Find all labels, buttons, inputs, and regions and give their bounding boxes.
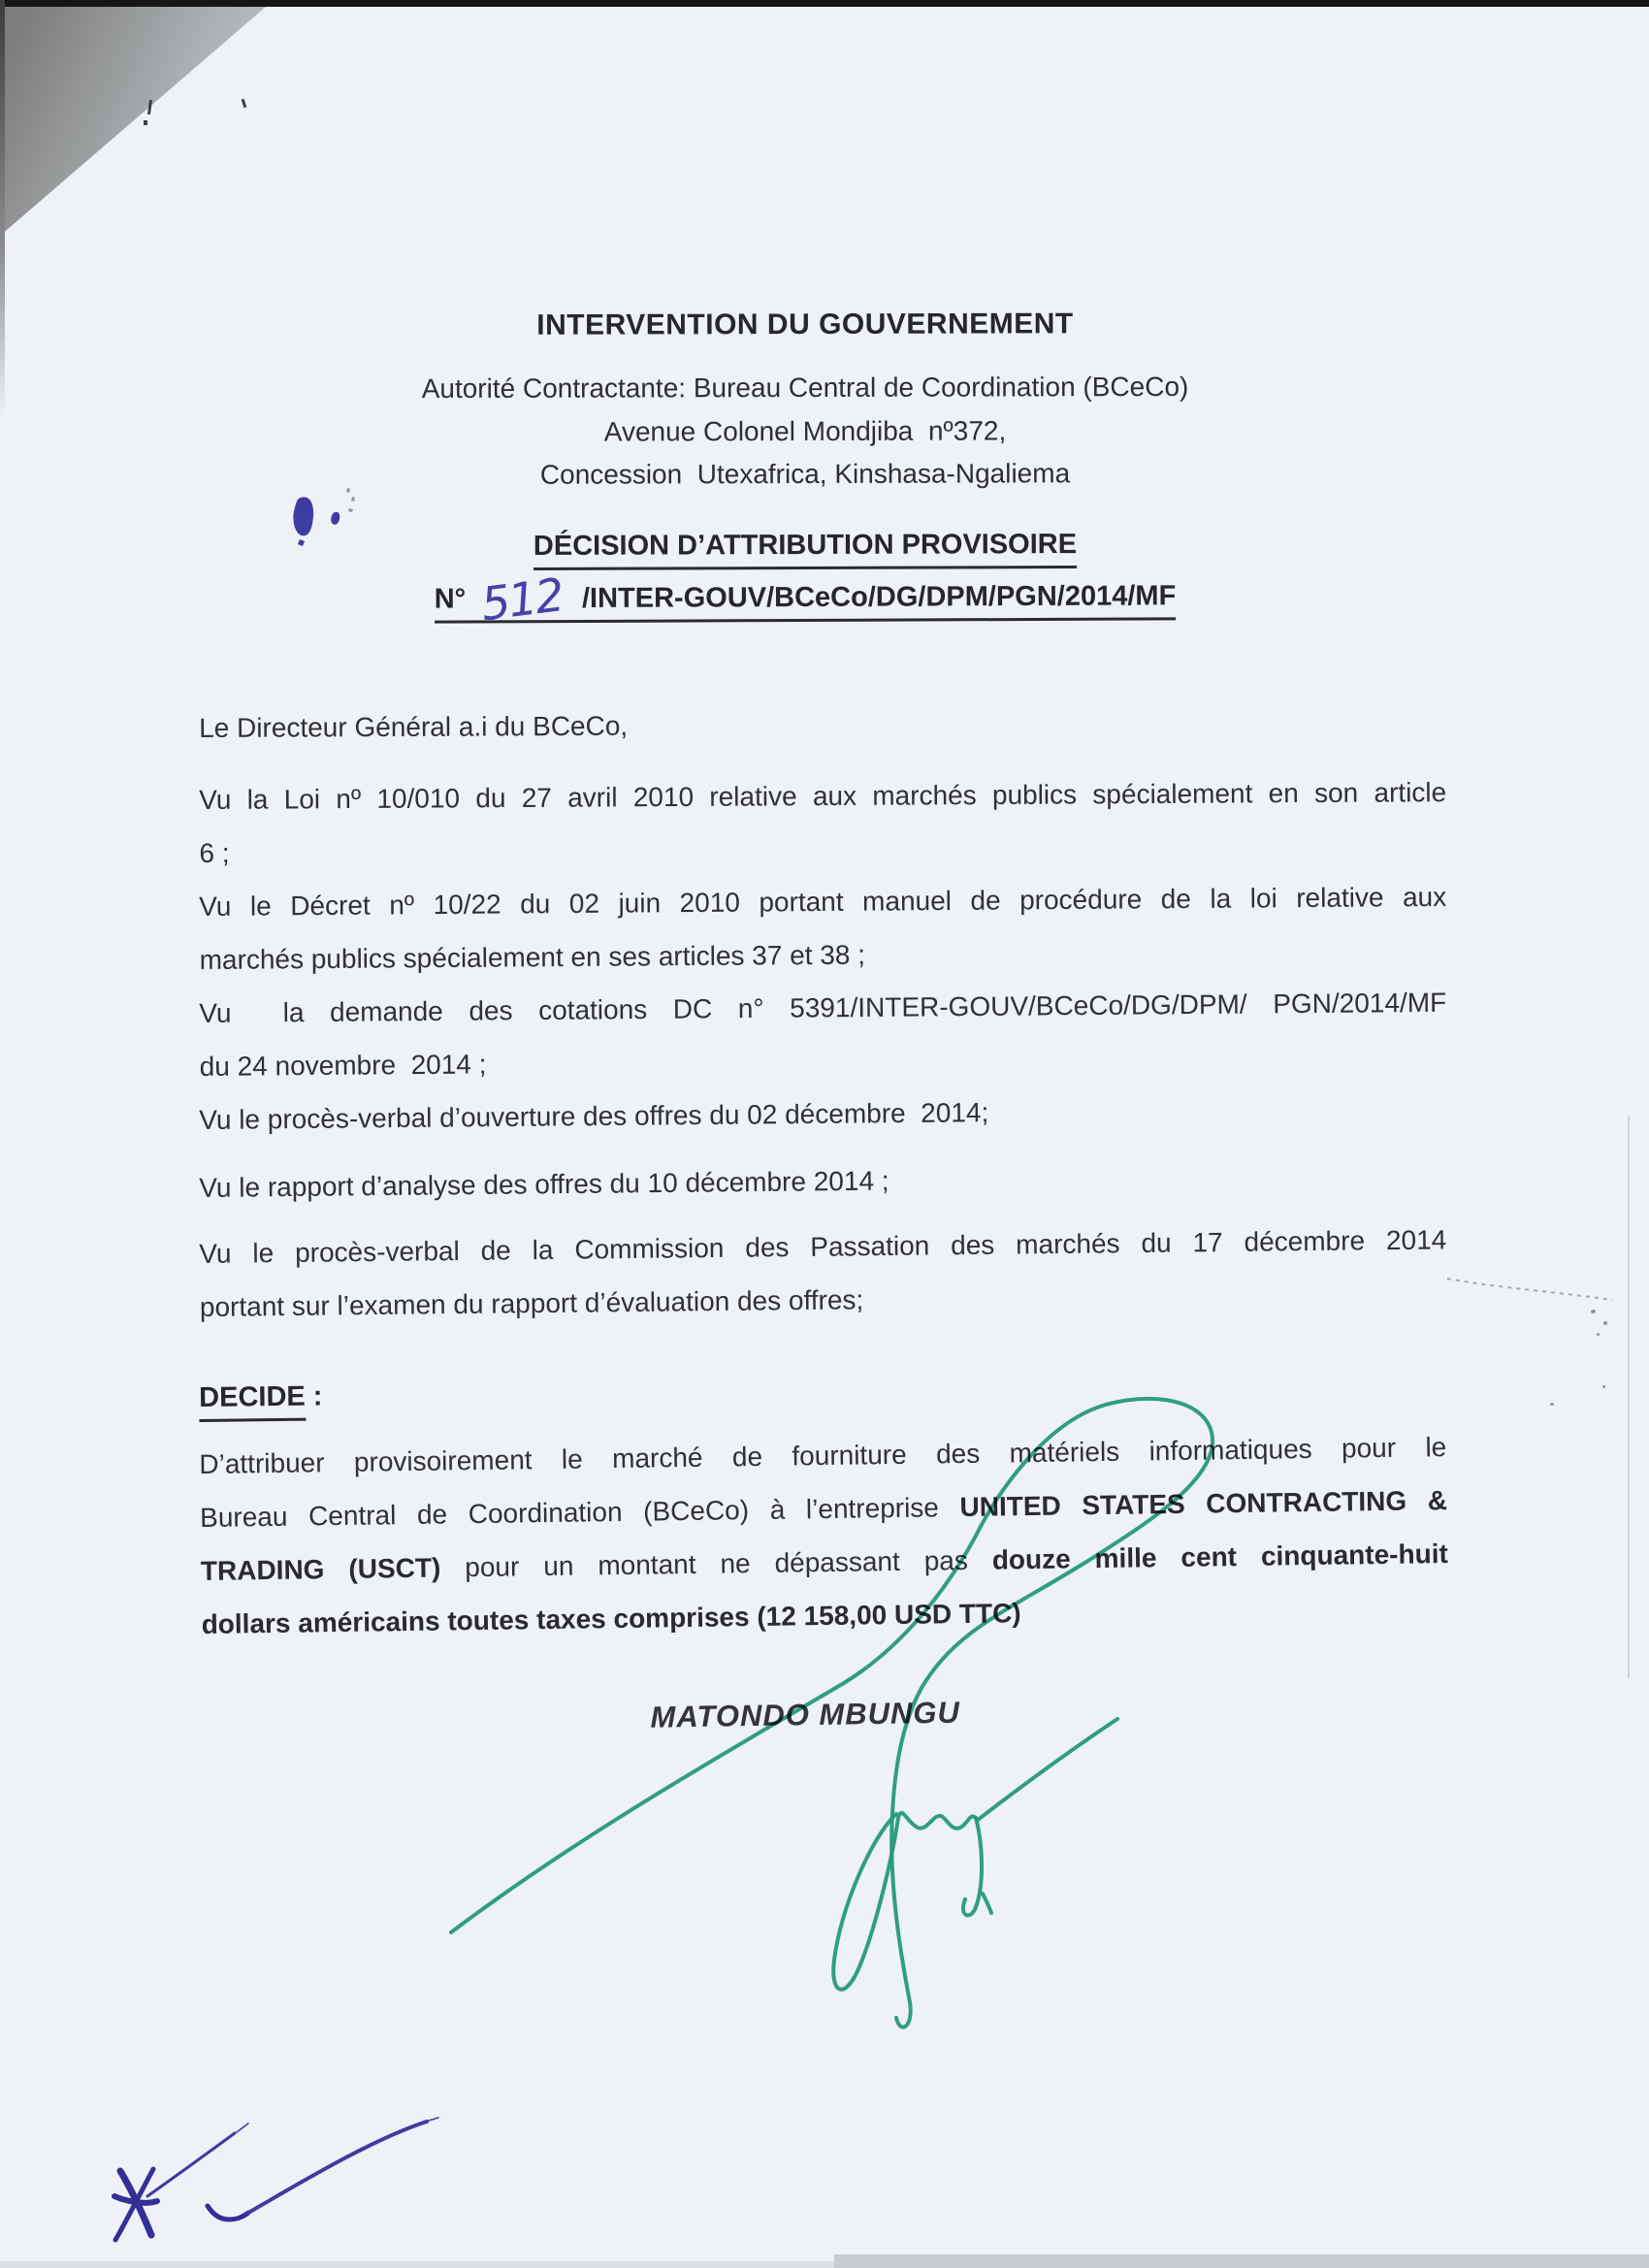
scan-corner-fold	[0, 7, 266, 236]
address-line-1: Avenue Colonel Mondjiba nº372,	[603, 415, 1007, 447]
recital-paragraph	[199, 870, 1447, 987]
decide-heading-colon: :	[305, 1380, 323, 1412]
text-line: marchés publics spécialement en ses articles 37 et 38 ;	[199, 939, 866, 975]
text-line: Vu le Décret nº 10/22 du 02 juin 2010 portant manuel de procédure de la loi relative aux	[199, 881, 1447, 922]
text-line: Vu le procès-verbal de la Commission des Passation des marchés du 17 décembre 2014	[199, 1224, 1447, 1269]
recital-paragraph	[199, 976, 1447, 1093]
text-line: Vu le procès-verbal d’ouverture des offres du 02 décembre 2014;	[199, 1097, 989, 1135]
signatory-name: MATONDO MBUNGU	[650, 1695, 961, 1734]
scan-line-right	[1628, 1116, 1630, 1678]
award-paragraph	[199, 1420, 1449, 1651]
address-line-2: Concession Utexafrica, Kinshasa-Ngaliema	[539, 458, 1071, 490]
text-line: Vu la demande des cotations DC n° 5391/INTER-GOUV/BCeCo/DG/DPM/ PGN/2014/MF	[199, 987, 1447, 1028]
text-line: TRADING (USCT) pour un montant ne dépassant pas douze mille cent cinquante-huit	[200, 1539, 1449, 1586]
document-title: INTERVENTION DU GOUVERNEMENT	[536, 308, 1074, 341]
decision-number-prefix: N°	[434, 583, 467, 615]
decide-heading	[199, 1380, 323, 1422]
ink-speck	[242, 99, 247, 108]
text-line: du 24 novembre 2014 ;	[199, 1049, 487, 1082]
salutation-line: Le Directeur Général a.i du BCeCo,	[199, 710, 629, 743]
scan-edge-left	[0, 0, 5, 417]
decision-title-text: DÉCISION D’ATTRIBUTION PROVISOIRE	[534, 529, 1077, 570]
ink-speck	[147, 100, 152, 114]
scan-edge-bottom-left	[0, 2261, 834, 2268]
scan-edge-top	[0, 0, 1649, 7]
text-line: 6 ;	[199, 837, 230, 868]
recital-paragraph	[199, 1149, 1447, 1215]
recital-paragraph	[199, 1213, 1447, 1334]
contracting-authority-line: Autorité Contractante: Bureau Central de Coordination (BCeCo)	[421, 371, 1189, 405]
recital-paragraph	[199, 1082, 1446, 1147]
decision-number-suffix: /INTER-GOUV/BCeCo/DG/DPM/PGN/2014/MF	[581, 580, 1177, 615]
scan-edge-bottom-right	[834, 2254, 1649, 2268]
decision-number-underline	[434, 568, 1177, 632]
text-line: Bureau Central de Coordination (BCeCo) à l’entreprise UNITED STATES CONTRACTING &	[199, 1485, 1448, 1533]
ink-speck	[144, 120, 147, 125]
recital-paragraph	[199, 765, 1447, 880]
text-line: Vu la Loi nº 10/010 du 27 avril 2010 relative aux marchés publics spécialement en son article	[199, 777, 1447, 815]
handwritten-decision-number: 512	[478, 568, 566, 632]
text-line: dollars américains toutes taxes comprises (12 158,00 USD TTC)	[201, 1598, 1021, 1639]
text-line: Vu le rapport d’analyse des offres du 10 décembre 2014 ;	[199, 1165, 889, 1203]
decide-heading-text: DECIDE	[199, 1381, 306, 1422]
decision-number-line	[199, 568, 1411, 632]
decision-title	[199, 528, 1411, 571]
text-line: portant sur l’examen du rapport d’évaluation des offres;	[199, 1284, 864, 1322]
text-line: D’attribuer provisoirement le marché de fourniture des matériels informatiques pour le	[199, 1432, 1447, 1479]
